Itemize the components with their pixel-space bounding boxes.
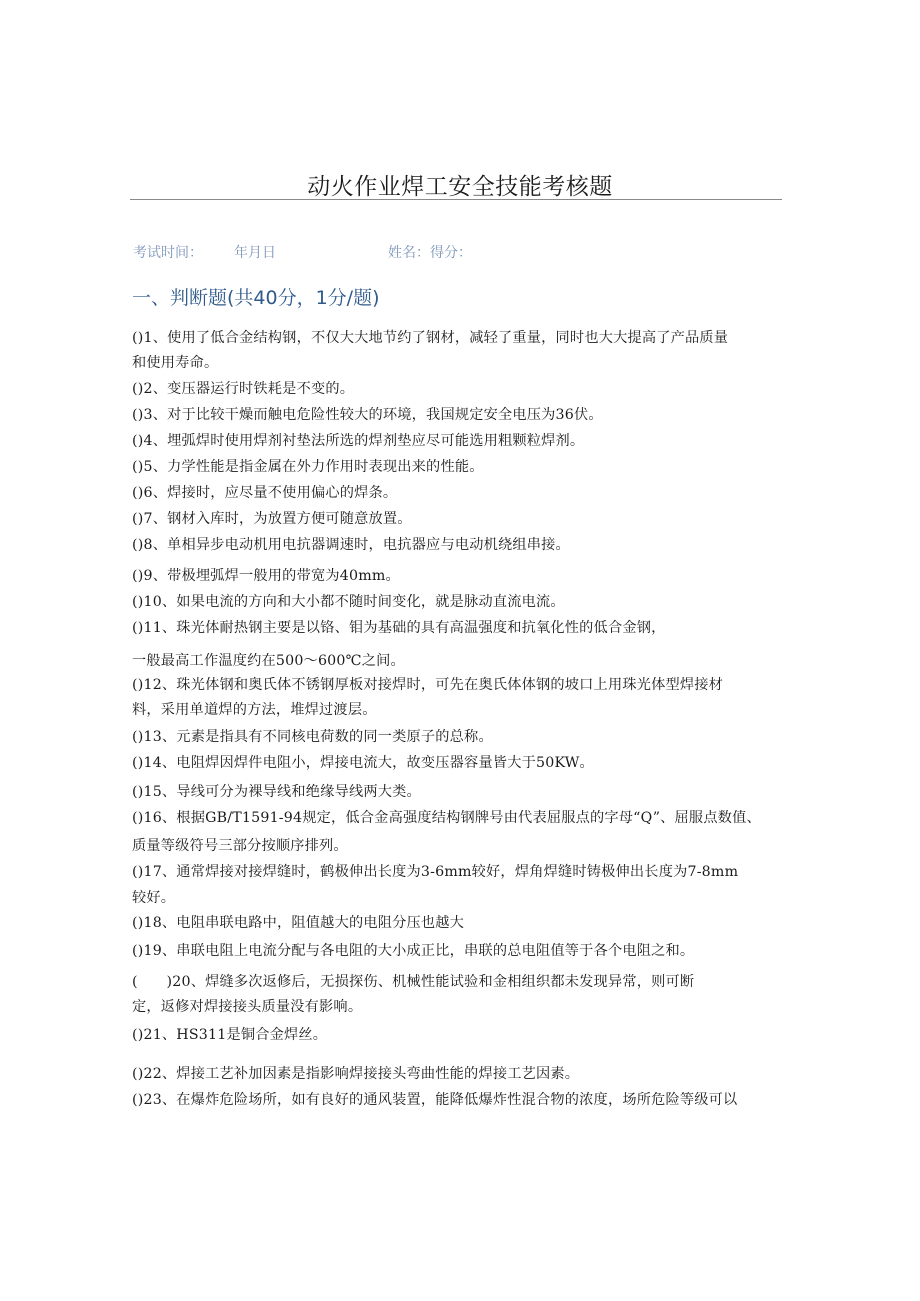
question-23 [132, 1088, 782, 1113]
question-line: ()17、通常焊接对接焊缝时，鹤极伸出长度为3-6mm较好，焊角焊缝时铸极伸出长度为7-8mm [132, 864, 739, 880]
question-1 [132, 326, 782, 376]
question-line: ()9、带极埋弧焊一般用的带宽为40mm。 [132, 568, 400, 584]
question-line: 质量等级符号三部分按顺序排列。 [132, 838, 348, 854]
question-line: ()19、串联电阻上电流分配与各电阻的大小成正比，串联的总电阻值等于各个电阻之和。 [132, 943, 695, 959]
question-line: ()16、根据GB/T1591-94规定，低合金高强度结构钢牌号由代表屈服点的字母“Q”、屈服点数值、 [132, 810, 761, 826]
question-13 [132, 725, 782, 750]
question-2 [132, 377, 782, 402]
question-line: ()21、HS311是铜合金焊丝。 [132, 1027, 328, 1043]
question-line: ()5、力学性能是指金属在外力作用时表现出来的性能。 [132, 459, 484, 475]
question-line: ()15、导线可分为裸导线和绝缘导线两大类。 [132, 784, 421, 800]
question-22 [132, 1062, 782, 1087]
question-14 [132, 751, 782, 776]
question-line: ()8、单相异步电动机用电抗器调速时，电抗器应与电动机绕组串接。 [132, 537, 570, 553]
question-11 [132, 616, 782, 674]
question-17 [132, 860, 782, 911]
question-16 [132, 806, 782, 859]
question-line: 和使用寿命。 [132, 355, 219, 371]
page-title: 动火作业焊工安全技能考核题 [307, 174, 613, 200]
question-line: ()1、使用了低合金结构钢，不仅大大地节约了钢材，减轻了重量，同时也大大提高了产品质量 [132, 330, 729, 346]
question-line: 定，返修对焊接接头质量没有影响。 [132, 999, 363, 1015]
question-line: ()13、元素是指具有不同核电荷数的同一类原子的总称。 [132, 729, 493, 745]
question-line: ()11、珠光体耐热钢主要是以铬、钼为基础的具有高温强度和抗氧化性的低合金钢， [132, 620, 666, 636]
section-title: 一、判断题(共40分，1分/题) [132, 287, 380, 309]
title-divider [130, 199, 782, 200]
question-line: ()10、如果电流的方向和大小都不随时间变化，就是脉动直流电流。 [132, 594, 565, 610]
name-score-label: 姓名：得分： [388, 245, 472, 261]
question-8 [132, 533, 782, 558]
question-line: ()23、在爆炸危险场所，如有良好的通风装置，能降低爆炸性混合物的浓度，场所危险等级可以 [132, 1092, 738, 1108]
question-10 [132, 590, 782, 615]
exam-info-row [0, 242, 920, 264]
question-19 [132, 939, 782, 964]
question-6 [132, 481, 782, 506]
question-line: ()22、焊接工艺补加因素是指影响焊接接头弯曲性能的焊接工艺因素。 [132, 1066, 580, 1082]
question-18 [132, 911, 782, 936]
question-20 [132, 970, 782, 1020]
question-line: ( )20、焊缝多次返修后，无损探伤、机械性能试验和金相组织都未发现异常，则可断 [132, 974, 695, 990]
question-line: ()7、钢材入库时，为放置方便可随意放置。 [132, 511, 412, 527]
question-line: ()3、对于比较干燥而触电危险性较大的环境，我国规定安全电压为36伏。 [132, 407, 603, 423]
question-5 [132, 455, 782, 480]
question-9 [132, 564, 782, 589]
question-21 [132, 1023, 782, 1048]
date-label: 年月日 [234, 245, 276, 261]
question-line: 一般最高工作温度约在500～600℃之间。 [132, 653, 405, 669]
question-line: ()14、电阻焊因焊件电阻小，焊接电流大，故变压器容量皆大于50KW。 [132, 755, 594, 771]
question-line: ()2、变压器运行时铁耗是不变的。 [132, 381, 355, 397]
question-15 [132, 780, 782, 805]
exam-time-label: 考试时间： [133, 245, 203, 261]
question-line: 料，采用单道焊的方法，堆焊过渡层。 [132, 702, 377, 718]
question-12 [132, 673, 782, 723]
question-line: ()6、焊接时，应尽量不使用偏心的焊条。 [132, 485, 398, 501]
question-line: 较好。 [132, 890, 176, 906]
question-line: ()12、珠光体钢和奥氏体不锈钢厚板对接焊时，可先在奥氏体体钢的坡口上用珠光体型焊接材 [132, 677, 724, 693]
question-4 [132, 429, 782, 454]
question-line: ()18、电阻串联电路中，阻值越大的电阻分压也越大 [132, 915, 465, 931]
question-7 [132, 507, 782, 532]
question-line: ()4、埋弧焊时使用焊剂衬垫法所选的焊剂垫应尽可能选用粗颗粒焊剂。 [132, 433, 585, 449]
question-3 [132, 403, 782, 428]
